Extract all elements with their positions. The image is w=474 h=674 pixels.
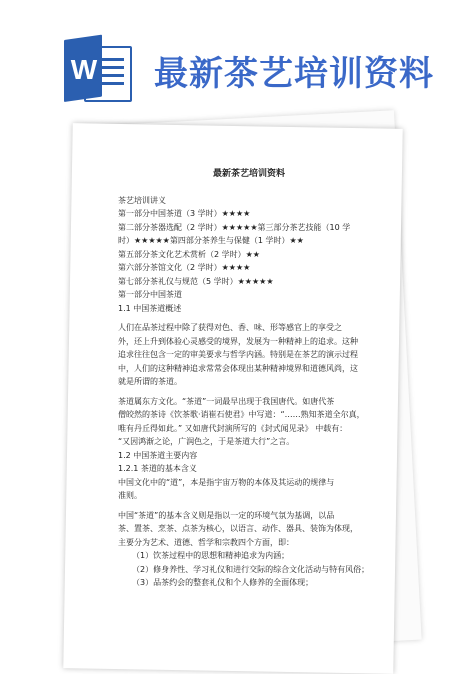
text-line: 追求往往包含一定的审美要求与哲学内涵。特别是在茶艺的演示过程 [118, 350, 358, 359]
text-line: 第六部分茶馆文化（2 学时）★★★★ [118, 263, 251, 272]
text-line: “又因鸿渐之论，广润色之，于是茶道大行”之言。 [118, 437, 295, 446]
text-line: 时）★★★★★第四部分茶养生与保健（1 学时）★★ [118, 236, 304, 245]
text-line: 中国文化中的“道”，本是指宇宙万物的本体及其运动的规律与 [118, 477, 335, 487]
text-line: 僧皎然的茶诗《饮茶歌·诮崔石使君》中写道：“……熟知茶道全尔真， [118, 410, 365, 419]
text-line: 茶艺培训讲义 [118, 195, 166, 205]
header-banner [0, 0, 474, 120]
text-line: 外，还上升到体验心灵感受的境界，发展为一种精神上的追求。这种 [118, 336, 358, 346]
list-item: （2）修身养性、学习礼仪和进行交际的综合文化活动与特有风俗； [132, 564, 370, 574]
text-line: 第七部分茶礼仪与规范（5 学时）★★★★★ [118, 276, 274, 286]
text-line: 第二部分茶器选配（2 学时）★★★★★第三部分茶艺技能（10 学 [118, 222, 351, 232]
text-line: 茶、置茶、烹茶、点茶为核心，以语言、动作、器具、装饰为体现， [118, 524, 358, 533]
text-line: 就是所谓的茶道。 [118, 377, 182, 386]
text-line: 准则。 [118, 491, 142, 500]
text-line: 人们在品茶过程中除了获得对色、香、味、形等感官上的享受之 [118, 323, 342, 332]
section-heading: 第一部分中国茶道 [118, 290, 182, 299]
list-item: （3）品茶约会的整套礼仪和个人修养的全面体现； [132, 578, 314, 587]
section-heading: 1.1 中国茶道概述 [118, 303, 182, 313]
document-content [118, 168, 380, 590]
word-icon [64, 40, 130, 102]
section-heading: 1.2 中国茶道主要内容 [118, 450, 198, 460]
text-line: 茶道属东方文化。“茶道”一词最早出现于我国唐代。如唐代茶 [118, 396, 335, 406]
word-icon-letter: W [70, 54, 98, 85]
list-item: （1）饮茶过程中的思想和精神追求为内涵； [132, 551, 290, 560]
text-line: 唯有丹丘得如此。” 又如唐代封演所写的《封式闻见录》 中载有： [118, 423, 348, 433]
banner-title: 最新茶艺培训资料 [154, 54, 434, 94]
section-heading: 1.2.1 茶道的基本含义 [118, 464, 197, 473]
text-line: 中，人们的这种精神追求常常会体现出某种精神境界和道德风尚，这 [118, 363, 358, 373]
text-line: 中国“茶道”的基本含义则是指以一定的环境气氛为基调，以品 [118, 510, 335, 520]
document-title: 最新茶艺培训资料 [212, 169, 285, 179]
text-line: 第五部分茶文化艺术赏析（2 学时）★★ [118, 249, 260, 259]
text-line: 主要分为艺术、道德、哲学和宗教四个方面，即： [118, 537, 294, 547]
text-line: 第一部分中国茶道（3 学时）★★★★ [118, 209, 251, 218]
